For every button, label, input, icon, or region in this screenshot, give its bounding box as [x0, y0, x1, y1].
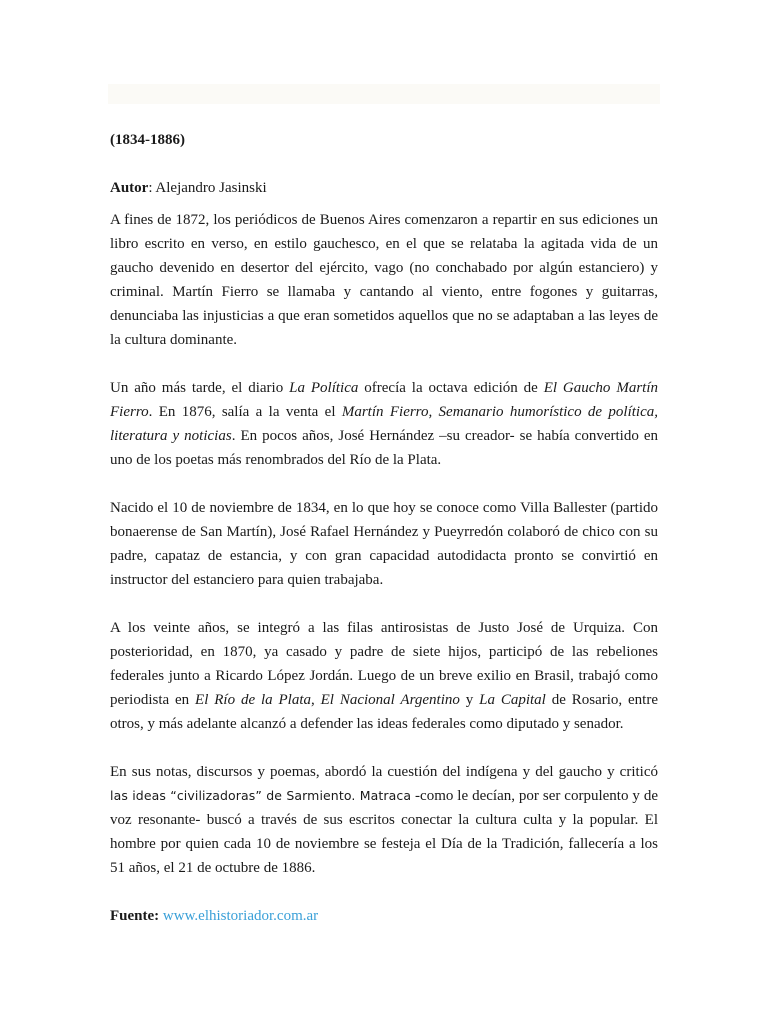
newspaper-title: La Política — [289, 380, 359, 396]
paragraph-4-text: A los veinte años, se integró a las filas antirosistas de Justo José de Urquiza. Con posterioridad, en 1870, ya casado y padre de siete hijos, participó de las rebeliones federales junto a Ricardo López Jordán. Luego de un breve exilio en Brasil, trabajó como periodista en — [110, 620, 658, 708]
years-heading: (1834-1886) — [110, 132, 185, 148]
source-line — [110, 904, 658, 928]
article-body — [110, 128, 658, 928]
paragraph-2 — [110, 376, 658, 472]
newspaper-title: La Capital — [479, 692, 546, 708]
paragraph-1: A fines de 1872, los periódicos de Buenos Aires comenzaron a repartir en sus ediciones un libro escrito en verso, en estilo gauchesco, en el que se relataba la agitada vida de un gaucho devenido en desertor del ejército, vago (no conchabado por algún estanciero) y criminal. Martín Fierro se llamaba y cantando al viento, entre fogones y guitarras, denunciaba las injusticias a que eran sometidos aquellos que no se adaptaban a las leyes de la cultura dominante. — [110, 212, 658, 348]
book-title: El Gaucho Martín Fierro — [110, 380, 658, 420]
publication-title: Martín Fierro, Semanario humorístico de política, literatura y noticias — [110, 404, 659, 444]
paragraph-5-text: En sus notas, discursos y poemas, abordó la cuestión del indígena y del gaucho y criticó — [110, 764, 658, 780]
paragraph-4-text: de Rosario, entre otros, y más adelante alcanzó a defender las ideas federales como diputado y senador. — [110, 692, 658, 732]
paragraph-4 — [110, 616, 658, 736]
paragraph-4-text: , — [311, 692, 321, 708]
paragraph-2-text: Un año más tarde, el diario — [110, 380, 290, 396]
author-separator: : — [148, 180, 153, 196]
author-name: Alejandro Jasinski — [152, 180, 267, 196]
paragraph-5-sans-text: las ideas “civilizadoras” de Sarmiento. Matraca — [110, 788, 412, 803]
header-band — [108, 84, 660, 104]
paragraph-3: Nacido el 10 de noviembre de 1834, en lo que hoy se conoce como Villa Ballester (partido bonaerense de San Martín), José Rafael Hernández y Pueyrredón colaboró de chico con su padre, capataz de estancia, y con gran capacidad autodidacta pronto se convirtió en instructor del estanciero para quien trabajaba. — [110, 500, 658, 588]
paragraph-5 — [110, 760, 658, 880]
newspaper-title: El Nacional Argentino — [320, 692, 460, 708]
paragraph-5-text: -como le decían, por ser corpulento y de voz resonante- buscó a través de sus escritos conectar la cultura culta y la popular. El hombre por quien cada 10 de noviembre se festeja el Día de la Tradición, fallecería a los 51 años, el 21 de octubre de 1886. — [110, 788, 659, 876]
paragraph-2-text: ofrecía la octava edición de — [358, 380, 544, 396]
newspaper-title: El Río de la Plata — [195, 692, 312, 708]
paragraph-4-text: y — [459, 692, 480, 708]
author-label: Autor — [110, 180, 149, 196]
source-label: Fuente: — [110, 908, 160, 924]
source-link[interactable]: www.elhistoriador.com.ar — [162, 908, 319, 924]
paragraph-2-text: . En 1876, salía a la venta el — [148, 404, 342, 420]
author-line — [110, 176, 658, 200]
paragraph-2-text: . En pocos años, José Hernández –su creador- se había convertido en uno de los poetas más renombrados del Río de la Plata. — [110, 428, 658, 468]
